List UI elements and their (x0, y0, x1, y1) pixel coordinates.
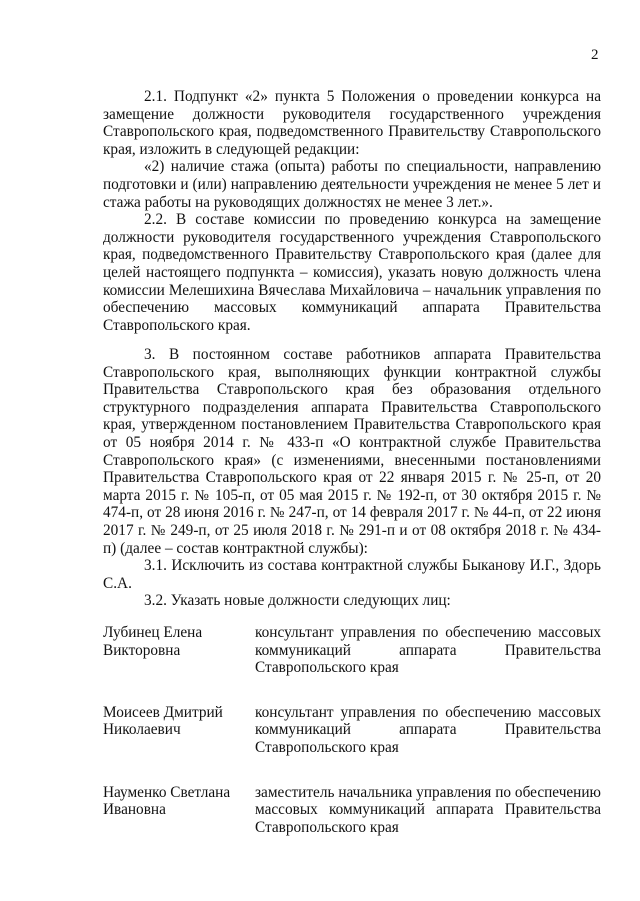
paragraph-3: 3. В постоянном составе работников аппарата Правительства Ставропольского края, выполняющих функции контрактной службы Правительства Ставропольского края без образования отдельного структурного подразделения аппарата Правительства Ставропольского края, утвержденном постановлением Правительства Ставропольского края от 05 ноября 2014 г. № 433-п «О контрактной службе Правительства Ставропольского края» (с изменениями, внесенными постановлениями Правительства Ставропольского края от 22 января 2015 г. № 25-п, от 20 марта 2015 г. № 105-п, от 05 мая 2015 г. № 192-п, от 30 октября 2015 г. № 474-п, от 28 июня 2016 г. № 247-п, от 14 февраля 2017 г. № 44-п, от 22 июня 2017 г. № 249-п, от 25 июля 2018 г. № 291-п и от 08 октября 2018 г. № 434-п) (далее – состав контрактной службы): (103, 346, 601, 557)
person-surname-firstname: Моисеев Дмитрий (103, 703, 223, 721)
person-entry (103, 624, 601, 677)
person-position: консультант управления по обеспечению массовых коммуникаций аппарата Правительства Ставропольского края (255, 703, 601, 756)
person-surname-firstname: Науменко Светлана (103, 783, 231, 801)
paragraph-3-2: 3.2. Указать новые должности следующих лиц: (144, 592, 451, 610)
person-name (103, 704, 255, 757)
page-number: 2 (591, 47, 599, 63)
section-3-contract-service (103, 346, 601, 610)
person-entry (103, 784, 601, 837)
person-patronymic: Николаевич (103, 721, 181, 739)
person-name (103, 624, 255, 677)
person-entry (103, 704, 601, 757)
paragraph-3-1: 3.1. Исключить из состава контрактной службы Быканову И.Г., Здорь С.А. (103, 557, 601, 592)
people-list (103, 624, 601, 863)
paragraph-2-1: 2.1. Подпункт «2» пункта 5 Положения о проведении конкурса на замещение должности руководителя государственного учреждения Ставропольского края, подведомственного Правительству Ставропольского края, изложить в следующей редакции: (103, 88, 601, 158)
section-2-amendments (103, 88, 601, 334)
person-patronymic: Викторовна (103, 641, 181, 659)
person-patronymic: Ивановна (103, 801, 166, 819)
person-surname-firstname: Лубинец Елена (103, 624, 203, 641)
person-name (103, 784, 255, 837)
person-position: консультант управления по обеспечению массовых коммуникаций аппарата Правительства Ставропольского края (255, 624, 601, 677)
paragraph-2-1-quote: «2) наличие стажа (опыта) работы по специальности, направлению подготовки и (или) направлению деятельности учреждения не менее 5 лет и стажа работы на руководящих должностях не менее 3 лет.». (103, 158, 601, 211)
paragraph-2-2: 2.2. В составе комиссии по проведению конкурса на замещение должности руководителя государственного учреждения Ставропольского края, подведомственного Правительству Ставропольского края (далее для целей настоящего подпункта – комиссия), указать новую должность члена комиссии Мелешихина Вячеслава Михайловича – начальник управления по обеспечению массовых коммуникаций аппарата Правительства Ставропольского края. (103, 211, 601, 334)
person-position: заместитель начальника управления по обеспечению массовых коммуникаций аппарата Правительства Ставропольского края (255, 783, 601, 836)
